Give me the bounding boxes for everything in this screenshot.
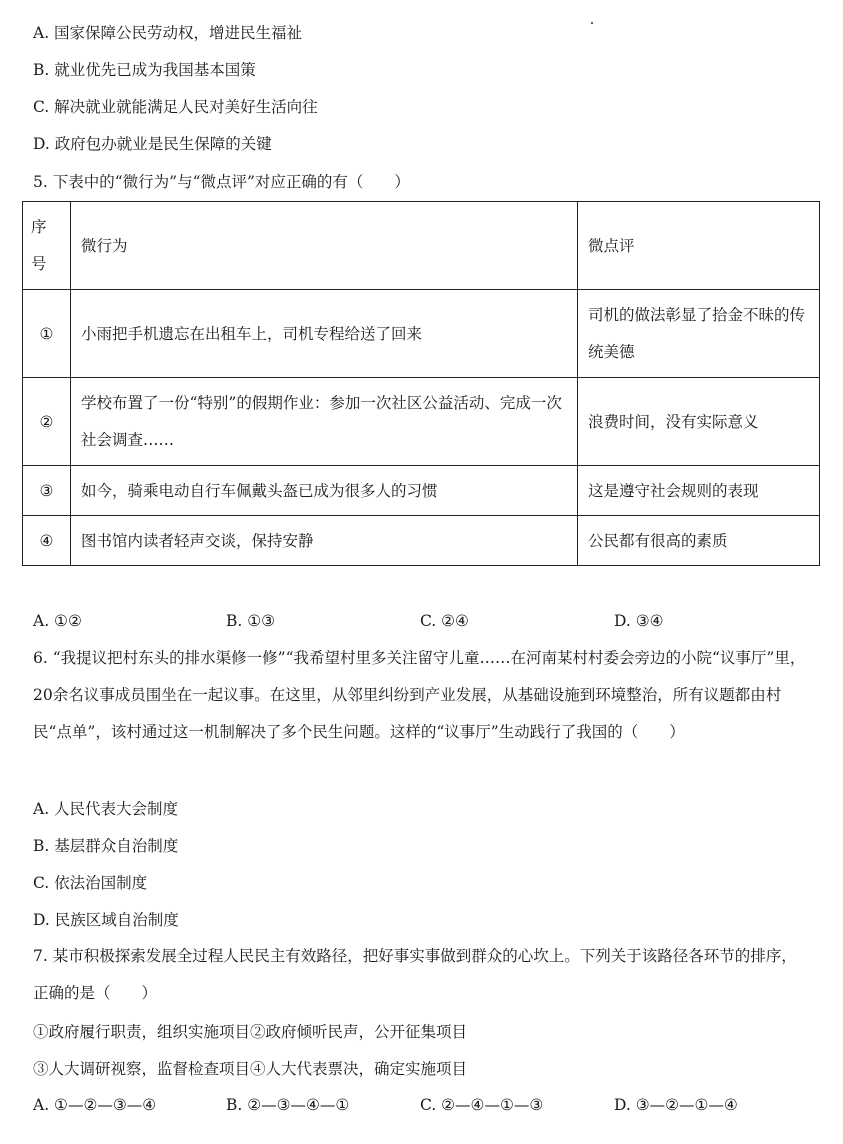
row-num: ② (23, 378, 71, 466)
header-comment: 微点评 (578, 202, 820, 290)
q5-option-d: D. ③④ (614, 612, 664, 630)
q6-option-b: B. 基层群众自治制度 (33, 837, 179, 855)
q4-option-b: B. 就业优先已成为我国基本国策 (33, 61, 256, 79)
q7-stem: 7. 某市积极探索发展全过程人民民主有效路径，把好事实事做到群众的心坎上。下列关于该路径各环节的排序，正确的是（ ） (33, 947, 797, 1002)
q5-table (22, 201, 820, 566)
row-num: ③ (23, 466, 71, 516)
q7-option-b: B. ②—③—④—① (226, 1096, 350, 1114)
row-behavior: 小雨把手机遗忘在出租车上，司机专程给送了回来 (71, 290, 578, 378)
row-num: ① (23, 290, 71, 378)
header-num (23, 202, 71, 290)
q7-items-line2: ③人大调研视察，监督检查项目④人大代表票决，确定实施项目 (33, 1060, 468, 1078)
row-comment: 公民都有很高的素质 (578, 516, 820, 566)
q4-option-d: D. 政府包办就业是民生保障的关键 (33, 135, 272, 153)
row-behavior: 如今，骑乘电动自行车佩戴头盔已成为很多人的习惯 (71, 466, 578, 516)
q5-option-a: A. ①② (33, 612, 82, 630)
q5-option-c: C. ②④ (420, 612, 469, 630)
q6-option-a: A. 人民代表大会制度 (33, 800, 179, 818)
row-behavior: 学校布置了一份“特别”的假期作业：参加一次社区公益活动、完成一次社会调查…… (71, 378, 578, 466)
table-row (23, 516, 820, 566)
q7-option-d: D. ③—②—①—④ (614, 1096, 738, 1114)
row-comment: 这是遵守社会规则的表现 (578, 466, 820, 516)
table-row (23, 466, 820, 516)
q7-option-c: C. ②—④—①—③ (420, 1096, 544, 1114)
table-header-row (23, 202, 820, 290)
header-behavior: 微行为 (71, 202, 578, 290)
row-behavior: 图书馆内读者轻声交谈，保持安静 (71, 516, 578, 566)
q6-option-d: D. 民族区域自治制度 (33, 911, 179, 929)
q5-options (33, 612, 813, 632)
row-comment: 浪费时间，没有实际意义 (578, 378, 820, 466)
q7-items-line1: ①政府履行职责，组织实施项目②政府倾听民声，公开征集项目 (33, 1023, 468, 1041)
q6-stem: 6. “我提议把村东头的排水渠修一修”“我希望村里多关注留守儿童……在河南某村村委会旁边的小院“议事厅”里，20余名议事成员围坐在一起议事。在这里，从邻里纠纷到产业发展，从基础设施到环境整治，所有议题都由村民“点单”，该村通过这一机制解决了多个民生问题。这样的“议事厅”生动践行了我国的（ ） (33, 649, 806, 741)
row-num: ④ (23, 516, 71, 566)
header-num-text: 序号 (31, 217, 47, 273)
q5-option-b: B. ①③ (226, 612, 276, 630)
q4-option-a: A. 国家保障公民劳动权，增进民生福祉 (33, 24, 303, 42)
table-row (23, 290, 820, 378)
speck-mark (591, 22, 593, 24)
q7-option-a: A. ①—②—③—④ (33, 1096, 157, 1114)
q7-options (33, 1096, 813, 1116)
table-row (23, 378, 820, 466)
q5-stem: 5. 下表中的“微行为”与“微点评”对应正确的有（ ） (33, 173, 410, 191)
q4-option-c: C. 解决就业就能满足人民对美好生活向往 (33, 98, 318, 116)
row-comment: 司机的做法彰显了拾金不昧的传统美德 (578, 290, 820, 378)
q6-option-c: C. 依法治国制度 (33, 874, 148, 892)
